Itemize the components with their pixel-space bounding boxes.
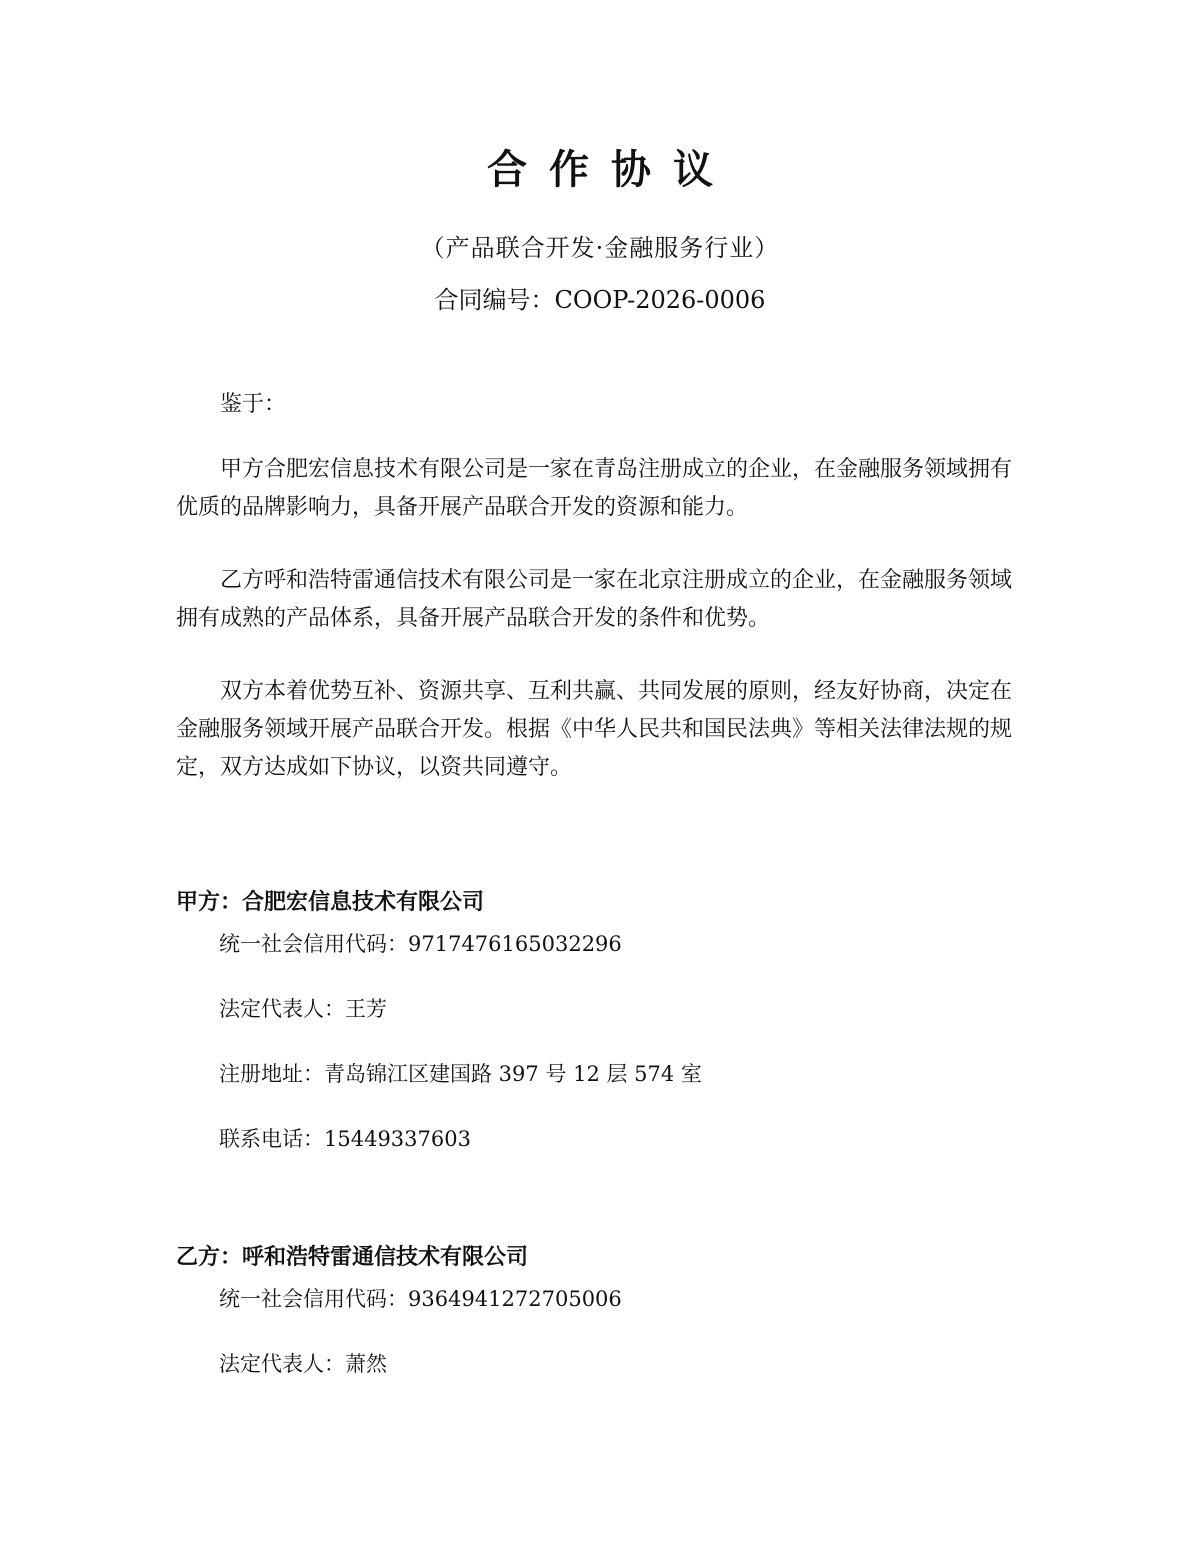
party-b-credit-code: 统一社会信用代码：9364941272705006: [219, 1287, 622, 1311]
preamble-paragraph-party-b: 乙方呼和浩特雷通信技术有限公司是一家在北京注册成立的企业，在金融服务领域拥有成熟的产品体系，具备开展产品联合开发的条件和优势。: [176, 568, 1013, 631]
preamble-paragraph-agreement: 双方本着优势互补、资源共享、互利共赢、共同发展的原则，经友好协商，决定在金融服务领域开展产品联合开发。根据《中华人民共和国民法典》等相关法律法规的规定，双方达成如下协议，以资共同遵守。: [176, 679, 1013, 780]
party-a-heading: 甲方：合肥宏信息技术有限公司: [176, 890, 485, 915]
contract-number: 合同编号：COOP-2026-0006: [434, 286, 766, 314]
party-b-heading: 乙方：呼和浩特雷通信技术有限公司: [176, 1245, 529, 1270]
document-subtitle: （产品联合开发·金融服务行业）: [420, 234, 780, 262]
document-title: 合作协议: [487, 147, 735, 193]
party-b-legal-rep: 法定代表人：萧然: [219, 1352, 387, 1376]
preamble-paragraph-party-a: 甲方合肥宏信息技术有限公司是一家在青岛注册成立的企业，在金融服务领域拥有优质的品牌影响力，具备开展产品联合开发的资源和能力。: [176, 457, 1013, 520]
party-a-address: 注册地址：青岛锦江区建国路 397 号 12 层 574 室: [219, 1062, 702, 1086]
party-a-phone: 联系电话：15449337603: [219, 1127, 471, 1151]
party-a-legal-rep: 法定代表人：王芳: [219, 997, 387, 1021]
party-a-credit-code: 统一社会信用代码：9717476165032296: [219, 932, 622, 956]
whereas-heading: 鉴于：: [220, 392, 287, 417]
